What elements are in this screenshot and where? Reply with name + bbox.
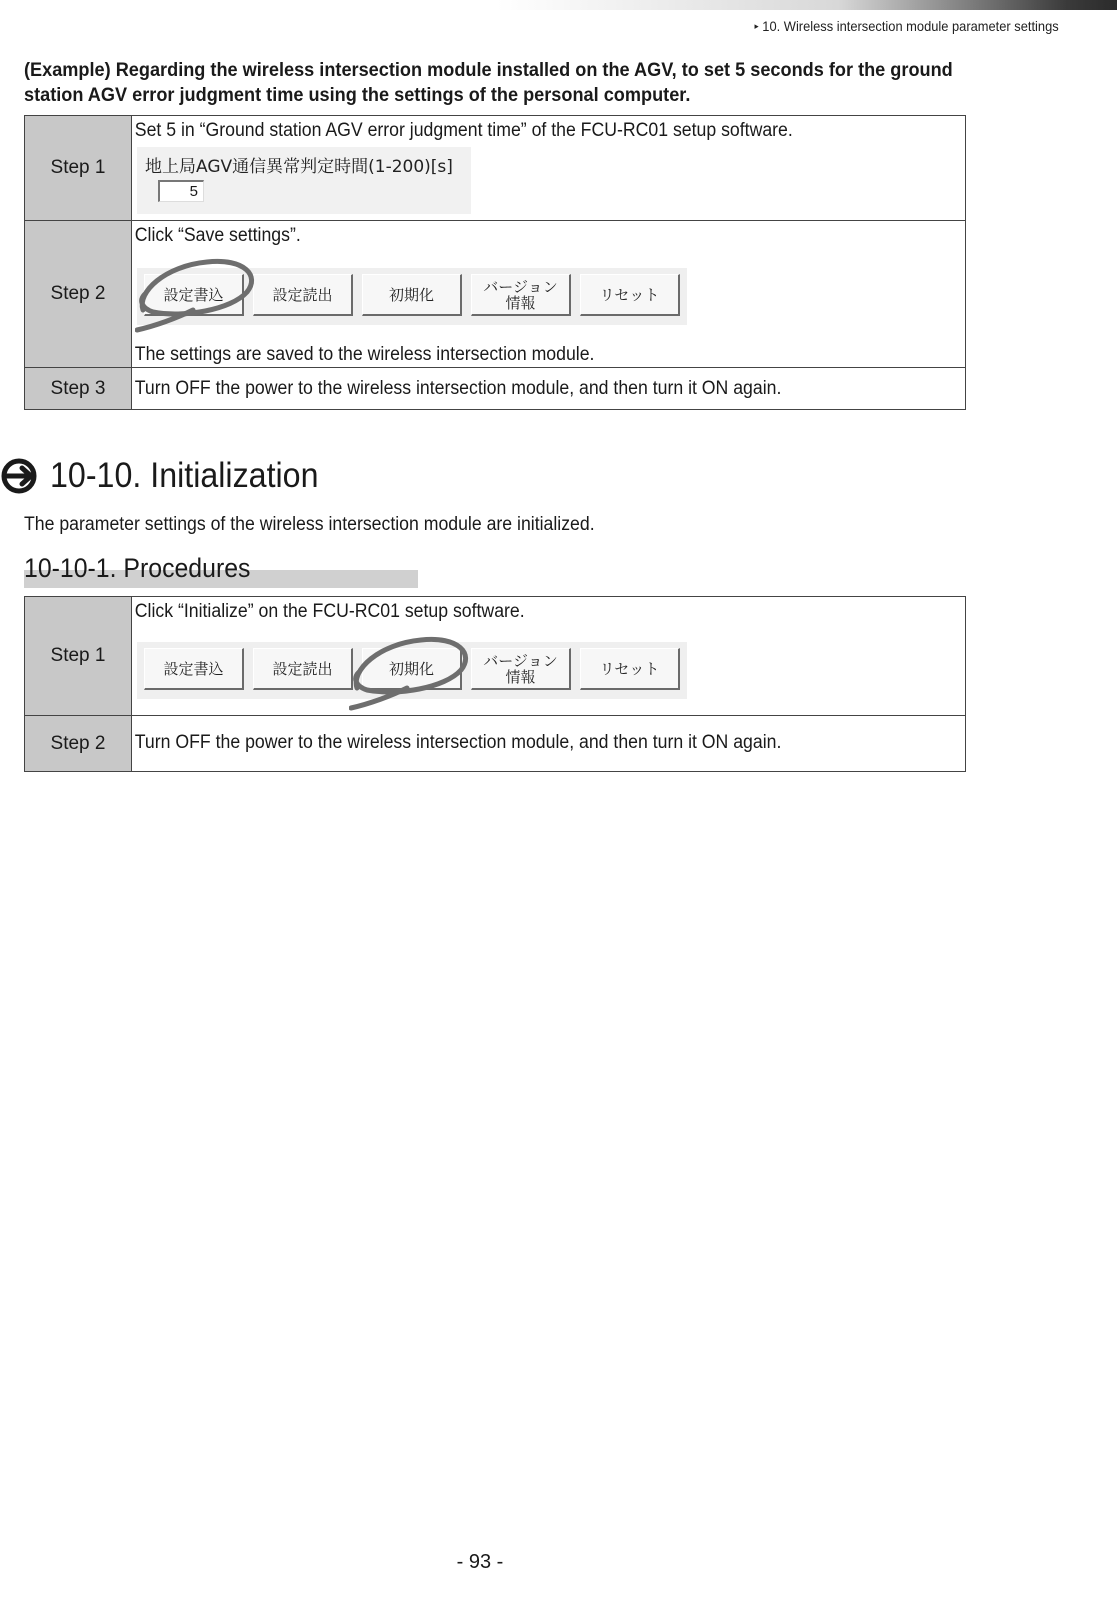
read-settings-button[interactable]: 設定読出 <box>253 274 353 316</box>
step-label: Step 3 <box>25 368 132 410</box>
step-text: Turn OFF the power to the wireless intersection module, and then turn it ON again. <box>134 378 782 399</box>
subsection-heading <box>24 553 418 588</box>
reset-button[interactable]: リセット <box>580 648 680 690</box>
section-title-text: 10-10. Initialization <box>50 456 319 495</box>
step-text: Set 5 in “Ground station AGV error judgment time” of the FCU-RC01 setup software. <box>134 120 793 141</box>
running-header-text: 10. Wireless intersection module parameter settings <box>762 18 1059 34</box>
table-row <box>25 597 966 716</box>
step-label: Step 2 <box>25 221 132 368</box>
setup-button-bar-screenshot <box>137 268 687 325</box>
step-content <box>132 368 966 410</box>
running-header <box>755 18 1059 34</box>
step-text: Turn OFF the power to the wireless intersection module, and then turn it ON again. <box>134 732 782 753</box>
save-settings-button[interactable]: 設定書込 <box>144 648 244 690</box>
table-row <box>25 368 966 410</box>
version-info-button[interactable]: バージョン 情報 <box>471 274 571 316</box>
table-row <box>25 716 966 772</box>
reset-button[interactable]: リセット <box>580 274 680 316</box>
procedure-steps-table <box>24 596 966 772</box>
section-title <box>0 454 342 498</box>
example-heading: (Example) Regarding the wireless intersection module installed on the AGV, to set 5 seconds for the ground station AGV error judgment time using the settings of the personal computer. <box>24 59 953 106</box>
step-text: Click “Save settings”. <box>134 225 301 246</box>
example-steps-table <box>24 115 966 410</box>
setup-field-screenshot <box>137 147 471 214</box>
step-result-text: The settings are saved to the wireless intersection module. <box>134 344 595 365</box>
step-content <box>132 597 966 716</box>
step-text: Click “Initialize” on the FCU-RC01 setup software. <box>134 601 525 622</box>
step-label: Step 2 <box>25 716 132 772</box>
section-description: The parameter settings of the wireless intersection module are initialized. <box>24 514 595 535</box>
step-content <box>132 716 966 772</box>
step-label: Step 1 <box>25 116 132 221</box>
read-settings-button[interactable]: 設定読出 <box>253 648 353 690</box>
save-settings-button[interactable]: 設定書込 <box>144 274 244 316</box>
initialize-button[interactable]: 初期化 <box>362 274 462 316</box>
error-judgment-time-input[interactable]: 5 <box>158 180 204 202</box>
arrow-right-circle-icon <box>0 457 38 495</box>
page-number: - 93 - <box>456 1551 504 1573</box>
step-content <box>132 221 966 368</box>
subsection-title: 10-10-1. Procedures <box>24 553 251 583</box>
version-info-button[interactable]: バージョン 情報 <box>471 648 571 690</box>
triangle-bullet-icon: ▸ <box>754 21 759 31</box>
step-label: Step 1 <box>25 597 132 716</box>
step-content <box>132 116 966 221</box>
setup-button-bar-screenshot <box>137 642 687 699</box>
initialize-button[interactable]: 初期化 <box>362 648 462 690</box>
table-row <box>25 116 966 221</box>
header-gradient-bar <box>497 0 1117 10</box>
table-row <box>25 221 966 368</box>
field-label: 地上局AGV通信異常判定時間(1-200)[s] <box>145 157 453 177</box>
